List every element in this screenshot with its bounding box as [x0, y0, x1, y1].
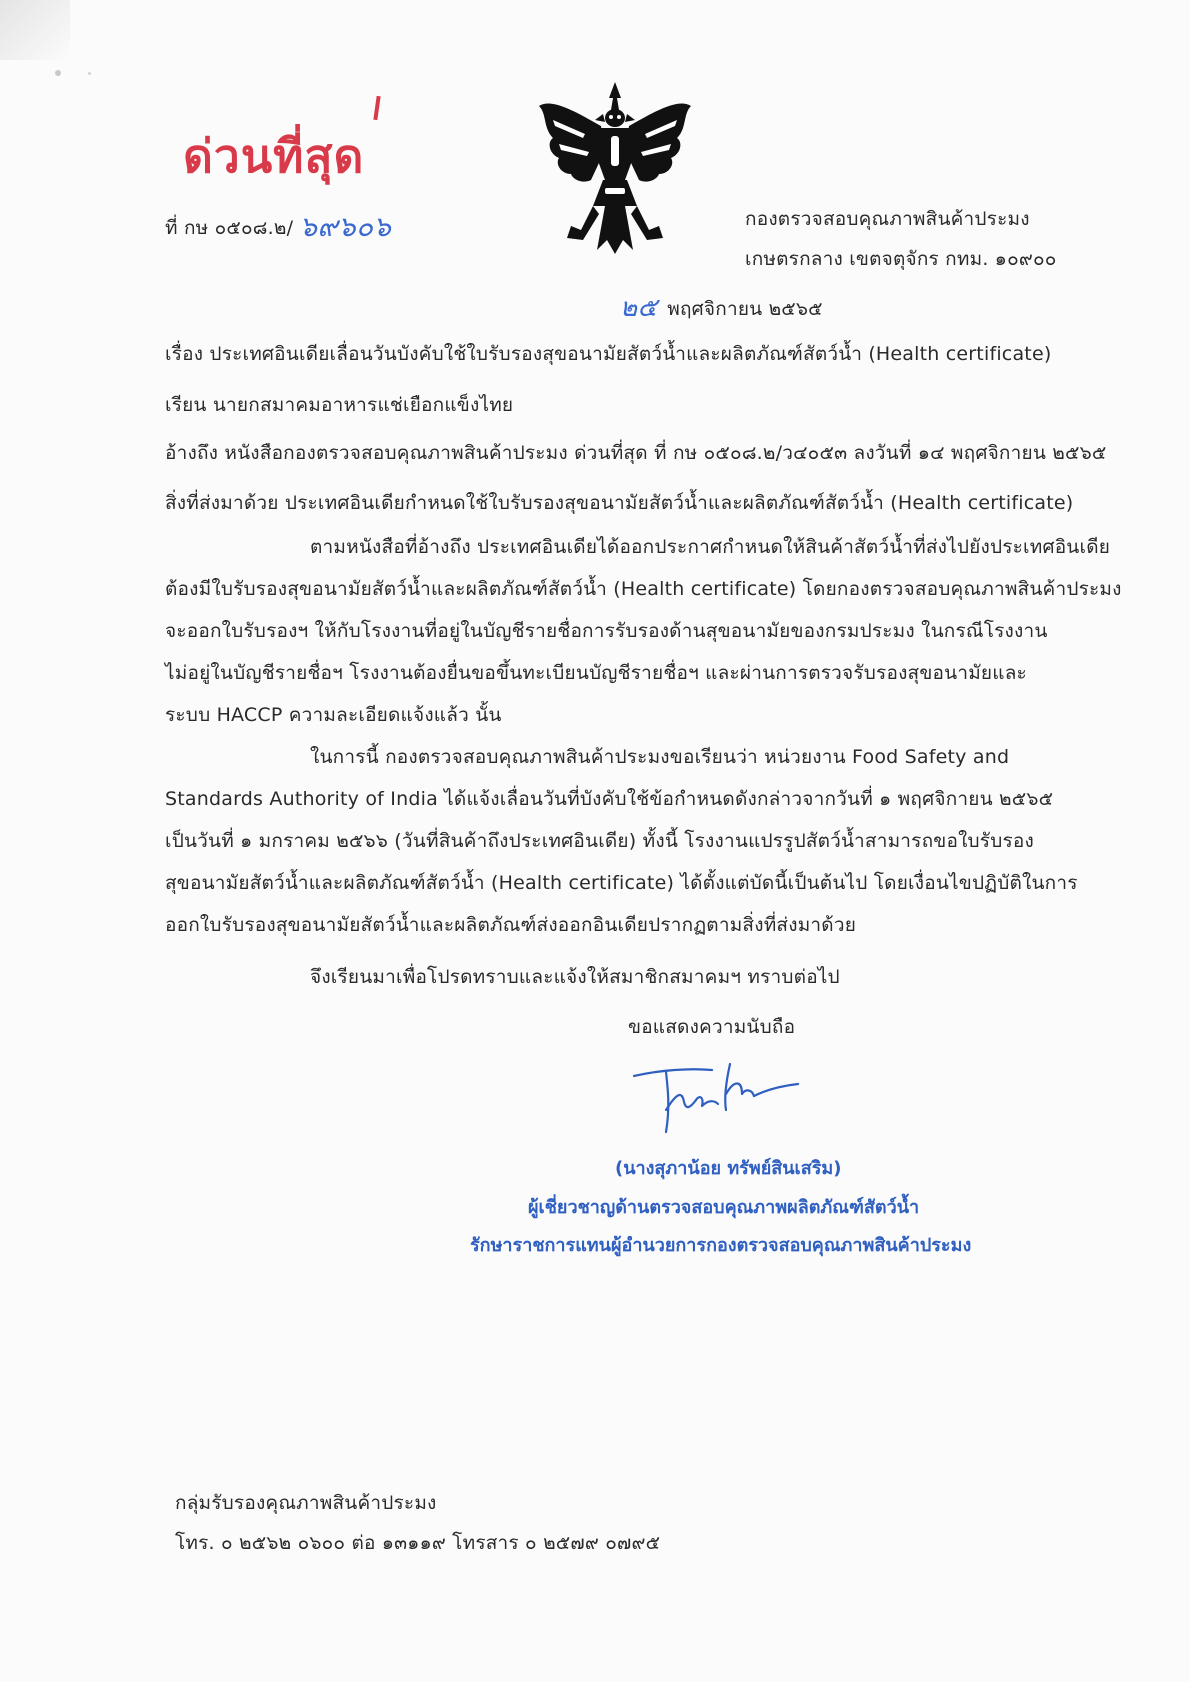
body-paragraph-2-line: ออกใบรับรองสุขอนามัยสัตว์น้ำและผลิตภัณฑ์ส่งออกอินเดียปรากฏตามสิ่งที่ส่งมาด้วย — [165, 914, 857, 936]
document-number — [165, 212, 391, 241]
body-paragraph-2-line: Standards Authority of India ได้แจ้งเลื่อนวันที่บังคับใช้ข้อกำหนดดังกล่าวจากวันที่ ๑ พฤศจิกายน ๒๕๖๕ — [165, 788, 1054, 810]
body-paragraph-1-line: ไม่อยู่ในบัญชีรายชื่อฯ โรงงานต้องยื่นขอขึ้นทะเบียนบัญชีรายชื่อฯ และผ่านการตรวจรับรองสุขอนามัยและ — [165, 662, 1027, 684]
signer-name: (นางสุภาน้อย ทรัพย์สินเสริม) — [615, 1158, 842, 1179]
document-number-handwritten: ๖๙๖๐๖ — [299, 210, 392, 243]
stamp-tick-mark — [373, 96, 380, 120]
scan-speck — [55, 70, 61, 76]
body-paragraph-1-line: ตามหนังสือที่อ้างถึง ประเทศอินเดียได้ออกประกาศกำหนดให้สินค้าสัตว์น้ำที่ส่งไปยังประเทศอินเดีย — [310, 536, 1111, 558]
body-paragraph-2-line: เป็นวันที่ ๑ มกราคม ๒๕๖๖ (วันที่สินค้าถึงประเทศอินเดีย) ทั้งนี้ โรงงานแปรรูปสัตว์น้ำสามารถขอใบรับรอง — [165, 830, 1034, 852]
body-paragraph-1-line: จะออกใบรับรองฯ ให้กับโรงงานที่อยู่ในบัญชีรายชื่อการรับรองด้านสุขอนามัยของกรมประมง ในกรณีโรงงาน — [165, 620, 1048, 642]
enclosure-line: สิ่งที่ส่งมาด้วย ประเทศอินเดียกำหนดใช้ใบรับรองสุขอนามัยสัตว์น้ำและผลิตภัณฑ์สัตว์น้ำ (Health certificate) — [165, 492, 1074, 514]
signer-title: ผู้เชี่ยวชาญด้านตรวจสอบคุณภาพผลิตภัณฑ์สัตว์น้ำ — [528, 1197, 920, 1218]
urgency-stamp: ด่วนที่สุด — [183, 129, 365, 183]
recipient-line: เรียน นายกสมาคมอาหารแช่เยือกแข็งไทย — [165, 394, 514, 416]
scan-shadow — [0, 0, 70, 60]
footer-contact: โทร. ๐ ๒๕๖๒ ๐๖๐๐ ต่อ ๑๓๑๑๙ โทรสาร ๐ ๒๕๗๙ ๐๗๙๕ — [175, 1532, 661, 1554]
body-paragraph-1-line: ต้องมีใบรับรองสุขอนามัยสัตว์น้ำและผลิตภัณฑ์สัตว์น้ำ (Health certificate) โดยกองตรวจสอบคุณภาพสินค้าประมง — [165, 578, 1122, 600]
footer-department: กลุ่มรับรองคุณภาพสินค้าประมง — [175, 1492, 437, 1514]
garuda-emblem-icon — [533, 80, 698, 255]
sender-address: เกษตรกลาง เขตจตุจักร กทม. ๑๐๙๐๐ — [745, 248, 1057, 270]
date-month-year: พฤศจิกายน ๒๕๖๕ — [667, 298, 823, 320]
body-paragraph-2-line: ในการนี้ กองตรวจสอบคุณภาพสินค้าประมงขอเรียนว่า หน่วยงาน Food Safety and — [310, 746, 1010, 768]
document-number-prefix: ที่ กษ ๐๕๐๘.๒/ — [165, 217, 294, 239]
scan-speck — [88, 72, 91, 75]
reference-line: อ้างถึง หนังสือกองตรวจสอบคุณภาพสินค้าประมง ด่วนที่สุด ที่ กษ ๐๕๐๘.๒/ว๔๐๕๓ ลงวันที่ ๑๔ พฤศจิกายน ๒๕๖๕ — [165, 442, 1107, 464]
handwritten-signature — [630, 1050, 805, 1140]
subject-line: เรื่อง ประเทศอินเดียเลื่อนวันบังคับใช้ใบรับรองสุขอนามัยสัตว์น้ำและผลิตภัณฑ์สัตว์น้ำ (Health certificate) — [165, 343, 1052, 365]
date-day-handwritten: ๒๕ — [620, 293, 658, 323]
closing-salutation: ขอแสดงความนับถือ — [628, 1016, 796, 1038]
signer-acting-position: รักษาราชการแทนผู้อำนวยการกองตรวจสอบคุณภาพสินค้าประมง — [470, 1235, 972, 1256]
body-paragraph-2-line: สุขอนามัยสัตว์น้ำและผลิตภัณฑ์สัตว์น้ำ (Health certificate) ได้ตั้งแต่บัดนี้เป็นต้นไป โดยเงื่อนไขปฏิบัติในการ — [165, 872, 1078, 894]
letter-date — [620, 294, 823, 322]
sender-organization: กองตรวจสอบคุณภาพสินค้าประมง — [745, 208, 1030, 230]
body-paragraph-1-line: ระบบ HACCP ความละเอียดแจ้งแล้ว นั้น — [165, 704, 502, 726]
body-paragraph-3: จึงเรียนมาเพื่อโปรดทราบและแจ้งให้สมาชิกสมาคมฯ ทราบต่อไป — [310, 966, 840, 988]
